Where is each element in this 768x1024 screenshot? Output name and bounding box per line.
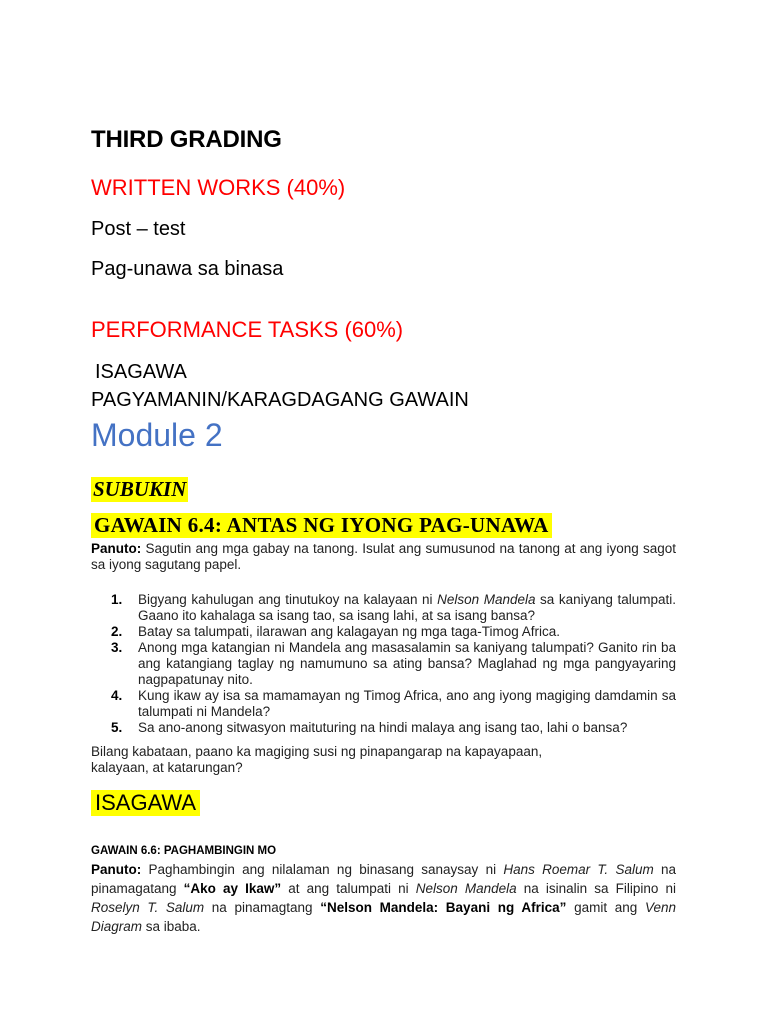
gawain-6-6-title: GAWAIN 6.6: PAGHAMBINGIN MO — [91, 845, 277, 857]
question-text: Batay sa talumpati, ilarawan ang kalagayan ng mga taga-Timog Africa. — [138, 624, 560, 639]
question-name: Nelson Mandela — [437, 592, 536, 607]
instruction-text: at ang talumpati ni — [281, 881, 416, 896]
diagram-name: Venn Diagram — [91, 900, 676, 934]
list-item — [91, 688, 676, 720]
gawain-6-6-instructions — [91, 860, 676, 936]
list-item — [91, 592, 676, 624]
heading-third-grading: THIRD GRADING — [91, 126, 282, 153]
gawain-6-4-instructions — [91, 541, 676, 573]
question-number: 4. — [111, 688, 123, 703]
performance-tasks-title: PERFORMANCE TASKS (60%) — [91, 317, 404, 342]
question-text: Sa ano-anong sitwasyon maituturing na hindi malaya ang isang tao, lahi o bansa? — [138, 720, 628, 735]
isagawa-heading: ISAGAWA — [91, 790, 200, 816]
written-work-item-post-test: Post – test — [91, 218, 186, 240]
module-title: Module 2 — [91, 417, 223, 453]
instruction-text: gamit ang — [566, 900, 645, 915]
performance-task-item-pagyamanin: PAGYAMANIN/KARAGDAGANG GAWAIN — [91, 389, 469, 411]
written-work-item-pag-unawa: Pag-unawa sa binasa — [91, 258, 284, 280]
gawain-6-4-title: GAWAIN 6.4: ANTAS NG IYONG PAG-UNAWA — [91, 513, 552, 538]
panuto-label: Panuto: — [91, 541, 142, 556]
subukin-heading: SUBUKIN — [93, 477, 187, 501]
question-number: 5. — [111, 720, 123, 735]
question-number: 3. — [111, 640, 123, 655]
essay-title: “Ako ay Ikaw” — [183, 881, 282, 896]
question-number: 1. — [111, 592, 123, 607]
instruction-text: Paghambingin ang nilalaman ng binasang sanaysay ni — [141, 862, 504, 877]
instruction-text: na pinamagtang — [204, 900, 321, 915]
list-item — [91, 640, 676, 688]
panuto-text: Sagutin ang mga gabay na tanong. Isulat ang sumusunod na tanong at ang iyong sagot sa iyong sagutang papel. — [91, 541, 676, 572]
question-text: Anong mga katangian ni Mandela ang masasalamin sa kaniyang talumpati? Ganito rin ba ang katangiang taglay ng namumuno sa ating bansa? Maglahad ng mga pangyayaring nagpapatunay nito. — [138, 640, 676, 687]
panuto-label: Panuto: — [91, 862, 142, 877]
translator-name: Roselyn T. Salum — [91, 900, 205, 915]
author-name: Hans Roemar T. Salum — [503, 862, 654, 877]
question-list — [91, 592, 676, 736]
written-works-title: WRITTEN WORKS (40%) — [91, 175, 346, 200]
speech-title: “Nelson Mandela: Bayani ng Africa” — [320, 900, 567, 915]
question-text-rest: sa kaniyang talumpati. Gaano ito kahalaga sa isang tao, sa isang lahi, at sa isang bansa? — [138, 592, 676, 623]
instruction-text: na pinamagatang — [91, 862, 677, 896]
question-text: Bigyang kahulugan ang tinutukoy na kalayaan ni — [138, 592, 438, 607]
instruction-text: sa ibaba. — [142, 919, 201, 934]
list-item — [91, 624, 676, 640]
speaker-name: Nelson Mandela — [415, 881, 517, 896]
list-item — [91, 720, 676, 736]
performance-task-item-isagawa: ISAGAWA — [95, 361, 187, 383]
instruction-text: na isinalin sa Filipino ni — [516, 881, 676, 896]
closing-question: Bilang kabataan, paano ka magiging susi ng pinapangarap na kapayapaan, kalayaan, at katarungan? — [91, 744, 543, 775]
question-number: 2. — [111, 624, 123, 639]
question-text: Kung ikaw ay isa sa mamamayan ng Timog Africa, ano ang iyong magiging damdamin sa talumpati ni Mandela? — [138, 688, 676, 719]
